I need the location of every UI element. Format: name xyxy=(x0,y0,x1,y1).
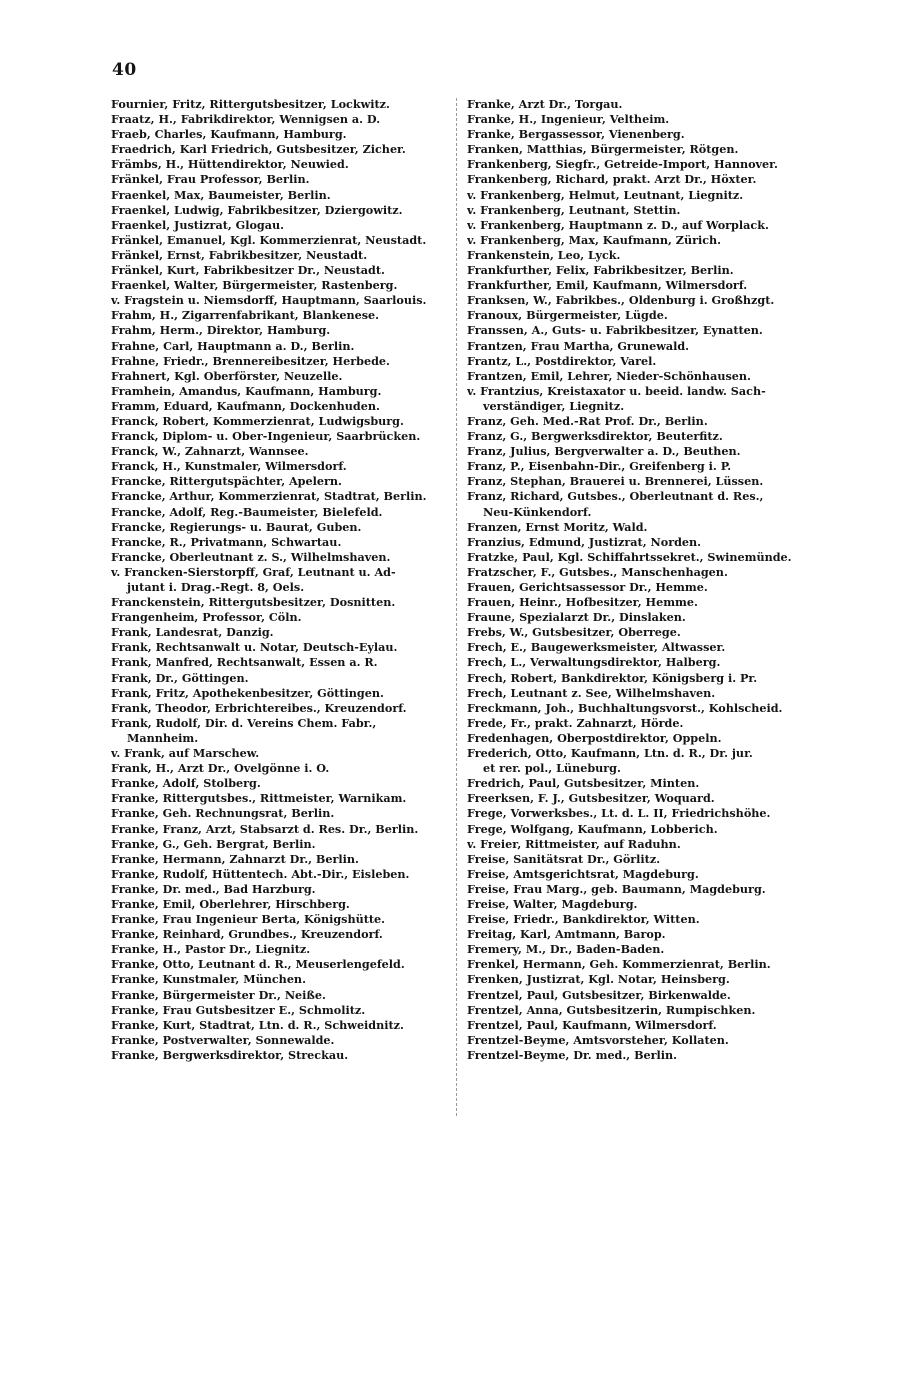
directory-entry: Francke, Adolf, Reg.-Baumeister, Bielefeld. xyxy=(111,504,383,519)
directory-entry: v. Freier, Rittmeister, auf Raduhn. xyxy=(467,836,681,851)
directory-entry: Franken, Matthias, Bürgermeister, Rötgen. xyxy=(467,142,739,157)
directory-entry: Frank, Manfred, Rechtsanwalt, Essen a. R. xyxy=(111,655,378,670)
directory-entry: Franke, Bürgermeister Dr., Neiße. xyxy=(111,987,326,1002)
directory-entry: Fränkel, Ernst, Fabrikbesitzer, Neustadt. xyxy=(111,247,368,262)
directory-entry: Franke, Emil, Oberlehrer, Hirschberg. xyxy=(111,896,350,911)
directory-entry: Frank, Theodor, Erbrichtereibes., Kreuzendorf. xyxy=(111,700,407,715)
directory-entry: Frege, Vorwerksbes., Lt. d. L. II, Friedrichshöhe. xyxy=(467,806,771,821)
directory-entry: Frebs, W., Gutsbesitzer, Oberrege. xyxy=(467,625,681,640)
directory-entry: Franke, Geh. Rechnungsrat, Berlin. xyxy=(111,806,335,821)
directory-entry: Fournier, Fritz, Rittergutsbesitzer, Lockwitz. xyxy=(111,97,390,111)
directory-entry: Frederich, Otto, Kaufmann, Ltn. d. R., Dr. jur. xyxy=(467,746,753,761)
directory-entry: Franz, Stephan, Brauerei u. Brennerei, Lüssen. xyxy=(467,474,764,489)
directory-entry: Fredenhagen, Oberpostdirektor, Oppeln. xyxy=(467,730,722,745)
directory-entry: Franke, Rudolf, Hüttentech. Abt.-Dir., Eisleben. xyxy=(111,866,410,881)
directory-entry: Freise, Sanitätsrat Dr., Görlitz. xyxy=(467,851,661,866)
directory-entry: Fratzke, Paul, Kgl. Schiffahrtssekret., Swinemünde. xyxy=(467,549,792,564)
directory-entry: Fraatz, H., Fabrikdirektor, Wennigsen a. D. xyxy=(111,112,381,127)
directory-entry: Frankenstein, Leo, Lyck. xyxy=(467,247,621,262)
directory-entry: Frentzel, Anna, Gutsbesitzerin, Rumpischken. xyxy=(467,1002,756,1017)
directory-entry: Franke, Frau Ingenieur Berta, Königshütte. xyxy=(111,912,386,927)
directory-entry: Freise, Friedr., Bankdirektor, Witten. xyxy=(467,912,700,927)
directory-entry-continuation: jutant i. Drag.-Regt. 8, Oels. xyxy=(127,580,305,594)
directory-entry: Franck, Diplom- u. Ober-Ingenieur, Saarbrücken. xyxy=(111,429,421,444)
directory-entry: Francke, Rittergutspächter, Apelern. xyxy=(111,474,342,489)
directory-entry: Frantz, L., Postdirektor, Varel. xyxy=(467,353,657,368)
directory-entry: Frantzen, Frau Martha, Grunewald. xyxy=(467,338,690,353)
directory-entry: v. Frankenberg, Leutnant, Stettin. xyxy=(467,202,681,217)
directory-entry: Frank, Dr., Göttingen. xyxy=(111,670,249,685)
directory-entry: Fremery, M., Dr., Baden-Baden. xyxy=(467,942,665,957)
directory-entry: Frech, E., Baugewerksmeister, Altwasser. xyxy=(467,640,726,655)
directory-entry: Frank, Landesrat, Danzig. xyxy=(111,625,274,640)
directory-entry: Franssen, A., Guts- u. Fabrikbesitzer, Eynatten. xyxy=(467,323,763,338)
directory-entry: Frenken, Justizrat, Kgl. Notar, Heinsberg. xyxy=(467,972,730,987)
left-column xyxy=(111,97,446,1063)
directory-entry: Francke, R., Privatmann, Schwartau. xyxy=(111,534,342,549)
directory-entry-continuation: verständiger, Liegnitz. xyxy=(483,398,625,413)
directory-entry: Frech, L., Verwaltungsdirektor, Halberg. xyxy=(467,655,721,670)
directory-entry: Franke, Postverwalter, Sonnewalde. xyxy=(111,1032,335,1047)
directory-entry: Frech, Leutnant z. See, Wilhelmshaven. xyxy=(467,685,716,700)
directory-entry: v. Frantzius, Kreistaxator u. beeid. landw. Sach- xyxy=(467,383,766,398)
directory-entry: Frankfurther, Felix, Fabrikbesitzer, Berlin. xyxy=(467,263,734,278)
directory-entry: Franckenstein, Rittergutsbesitzer, Dosnitten. xyxy=(111,595,396,610)
directory-entry: Frank, Rechtsanwalt u. Notar, Deutsch-Eylau. xyxy=(111,640,398,655)
directory-entry: v. Frankenberg, Max, Kaufmann, Zürich. xyxy=(467,232,722,247)
directory-entry: Franke, Adolf, Stolberg. xyxy=(111,776,261,791)
directory-entry: v. Francken-Sierstorpff, Graf, Leutnant u. Ad- xyxy=(111,564,396,579)
directory-entry: Frech, Robert, Bankdirektor, Königsberg i. Pr. xyxy=(467,670,758,685)
directory-entry: Franke, Reinhard, Grundbes., Kreuzendorf. xyxy=(111,927,383,942)
directory-entry: Fränkel, Frau Professor, Berlin. xyxy=(111,172,310,187)
column-divider xyxy=(456,98,457,1116)
directory-entry: Franke, Otto, Leutnant d. R., Meuserlengefeld. xyxy=(111,957,405,972)
directory-entry: Franoux, Bürgermeister, Lügde. xyxy=(467,308,668,323)
page-number: 40 xyxy=(112,60,137,80)
directory-entry: Franke, Frau Gutsbesitzer E., Schmolitz. xyxy=(111,1002,366,1017)
directory-entry: Fraenkel, Ludwig, Fabrikbesitzer, Dziergowitz. xyxy=(111,202,403,217)
directory-entry: Freitag, Karl, Amtmann, Barop. xyxy=(467,927,666,942)
directory-entry: Franck, Robert, Kommerzienrat, Ludwigsburg. xyxy=(111,413,404,428)
directory-entry: Franz, P., Eisenbahn-Dir., Greifenberg i. P. xyxy=(467,459,732,474)
directory-entry: Franz, G., Bergwerksdirektor, Beuterfitz. xyxy=(467,429,723,444)
directory-entry-continuation: et rer. pol., Lüneburg. xyxy=(483,761,621,776)
directory-entry: Frede, Fr., prakt. Zahnarzt, Hörde. xyxy=(467,715,684,730)
directory-entry: Frahnert, Kgl. Oberförster, Neuzelle. xyxy=(111,368,343,383)
directory-entry: Fredrich, Paul, Gutsbesitzer, Minten. xyxy=(467,776,700,791)
directory-entry: Franke, Franz, Arzt, Stabsarzt d. Res. Dr., Berlin. xyxy=(111,821,419,836)
directory-entry: Frentzel-Beyme, Amtsvorsteher, Kollaten. xyxy=(467,1032,729,1047)
directory-entry: Frahm, Herm., Direktor, Hamburg. xyxy=(111,323,331,338)
right-column xyxy=(467,97,807,1063)
directory-entry: Fratzscher, F., Gutsbes., Manschenhagen. xyxy=(467,564,728,579)
directory-entry: Franz, Geh. Med.-Rat Prof. Dr., Berlin. xyxy=(467,413,708,428)
directory-entry: Franzius, Edmund, Justizrat, Norden. xyxy=(467,534,702,549)
directory-entry: Frankenberg, Siegfr., Getreide-Import, Hannover. xyxy=(467,157,778,172)
directory-entry: Franck, W., Zahnarzt, Wannsee. xyxy=(111,444,309,459)
directory-entry: Freise, Amtsgerichtsrat, Magdeburg. xyxy=(467,866,699,881)
directory-entry: Frankenberg, Richard, prakt. Arzt Dr., Höxter. xyxy=(467,172,757,187)
directory-entry: Franke, Hermann, Zahnarzt Dr., Berlin. xyxy=(111,851,359,866)
directory-entry: Franke, G., Geh. Bergrat, Berlin. xyxy=(111,836,316,851)
directory-entry: Franke, Rittergutsbes., Rittmeister, Warnikam. xyxy=(111,791,407,806)
directory-entry: Fraeb, Charles, Kaufmann, Hamburg. xyxy=(111,127,347,142)
directory-entry: v. Frankenberg, Hauptmann z. D., auf Worplack. xyxy=(467,217,769,232)
directory-entry: Framhein, Amandus, Kaufmann, Hamburg. xyxy=(111,383,382,398)
directory-entry: Franke, Arzt Dr., Torgau. xyxy=(467,97,623,111)
directory-entry: Franz, Julius, Bergverwalter a. D., Beuthen. xyxy=(467,444,741,459)
directory-entry: Fränkel, Emanuel, Kgl. Kommerzienrat, Neustadt. xyxy=(111,232,427,247)
directory-entry: Franke, Bergwerksdirektor, Streckau. xyxy=(111,1047,349,1062)
directory-entry: Frankfurther, Emil, Kaufmann, Wilmersdorf. xyxy=(467,278,748,293)
directory-entry: Frauen, Heinr., Hofbesitzer, Hemme. xyxy=(467,595,698,610)
directory-entry: Frahm, H., Zigarrenfabrikant, Blankenese. xyxy=(111,308,380,323)
directory-entry: Franke, H., Pastor Dr., Liegnitz. xyxy=(111,942,311,957)
directory-entry: Fränkel, Kurt, Fabrikbesitzer Dr., Neustadt. xyxy=(111,263,385,278)
directory-entry: Frahne, Carl, Hauptmann a. D., Berlin. xyxy=(111,338,355,353)
directory-entry: Frahne, Friedr., Brennereibesitzer, Herbede. xyxy=(111,353,390,368)
directory-entry-continuation: Neu-Künkendorf. xyxy=(483,504,592,519)
directory-entry: Franke, Kunstmaler, München. xyxy=(111,972,306,987)
directory-entry: Franzen, Ernst Moritz, Wald. xyxy=(467,519,648,534)
directory-entry: Francke, Arthur, Kommerzienrat, Stadtrat, Berlin. xyxy=(111,489,427,504)
directory-entry: v. Frankenberg, Helmut, Leutnant, Liegnitz. xyxy=(467,187,744,202)
directory-entry: Fraenkel, Walter, Bürgermeister, Rastenberg. xyxy=(111,278,398,293)
directory-entry: Freise, Frau Marg., geb. Baumann, Magdeburg. xyxy=(467,881,766,896)
directory-entry: Fraedrich, Karl Friedrich, Gutsbesitzer, Zicher. xyxy=(111,142,406,157)
directory-entry: Fraenkel, Max, Baumeister, Berlin. xyxy=(111,187,331,202)
directory-entry: Frege, Wolfgang, Kaufmann, Lobberich. xyxy=(467,821,718,836)
directory-entry: Frentzel, Paul, Kaufmann, Wilmersdorf. xyxy=(467,1017,717,1032)
directory-entry: Frentzel-Beyme, Dr. med., Berlin. xyxy=(467,1047,678,1062)
directory-entry: v. Frank, auf Marschew. xyxy=(111,746,260,761)
directory-entry: Franz, Richard, Gutsbes., Oberleutnant d. Res., xyxy=(467,489,764,504)
directory-entry: Främbs, H., Hüttendirektor, Neuwied. xyxy=(111,157,349,172)
directory-entry: Franke, Kurt, Stadtrat, Ltn. d. R., Schweidnitz. xyxy=(111,1017,404,1032)
directory-entry: Fraune, Spezialarzt Dr., Dinslaken. xyxy=(467,610,686,625)
directory-entry: Franck, H., Kunstmaler, Wilmersdorf. xyxy=(111,459,347,474)
directory-entry: Frank, Rudolf, Dir. d. Vereins Chem. Fabr., xyxy=(111,715,377,730)
directory-entry: Franke, Dr. med., Bad Harzburg. xyxy=(111,881,316,896)
directory-entry: Freckmann, Joh., Buchhaltungsvorst., Kohlscheid. xyxy=(467,700,783,715)
directory-entry-continuation: Mannheim. xyxy=(127,730,199,745)
directory-entry: Frantzen, Emil, Lehrer, Nieder-Schönhausen. xyxy=(467,368,751,383)
directory-entry: Frentzel, Paul, Gutsbesitzer, Birkenwalde. xyxy=(467,987,731,1002)
directory-entry: Franksen, W., Fabrikbes., Oldenburg i. Großhzgt. xyxy=(467,293,775,308)
directory-entry: Frauen, Gerichtsassessor Dr., Hemme. xyxy=(467,580,708,594)
directory-entry: v. Fragstein u. Niemsdorff, Hauptmann, Saarlouis. xyxy=(111,293,427,308)
directory-entry: Freerksen, F. J., Gutsbesitzer, Woquard. xyxy=(467,791,715,806)
directory-entry: Franke, H., Ingenieur, Veltheim. xyxy=(467,112,670,127)
directory-entry: Framm, Eduard, Kaufmann, Dockenhuden. xyxy=(111,398,380,413)
directory-entry: Frenkel, Hermann, Geh. Kommerzienrat, Berlin. xyxy=(467,957,771,972)
directory-entry: Frank, H., Arzt Dr., Ovelgönne i. O. xyxy=(111,761,330,776)
directory-entry: Fraenkel, Justizrat, Glogau. xyxy=(111,217,285,232)
directory-entry: Frank, Fritz, Apothekenbesitzer, Göttingen. xyxy=(111,685,384,700)
directory-entry: Franke, Bergassessor, Vienenberg. xyxy=(467,127,685,142)
directory-entry: Francke, Regierungs- u. Baurat, Guben. xyxy=(111,519,362,534)
directory-entry: Freise, Walter, Magdeburg. xyxy=(467,896,638,911)
directory-entry: Francke, Oberleutnant z. S., Wilhelmshaven. xyxy=(111,549,391,564)
directory-entry: Frangenheim, Professor, Cöln. xyxy=(111,610,302,625)
